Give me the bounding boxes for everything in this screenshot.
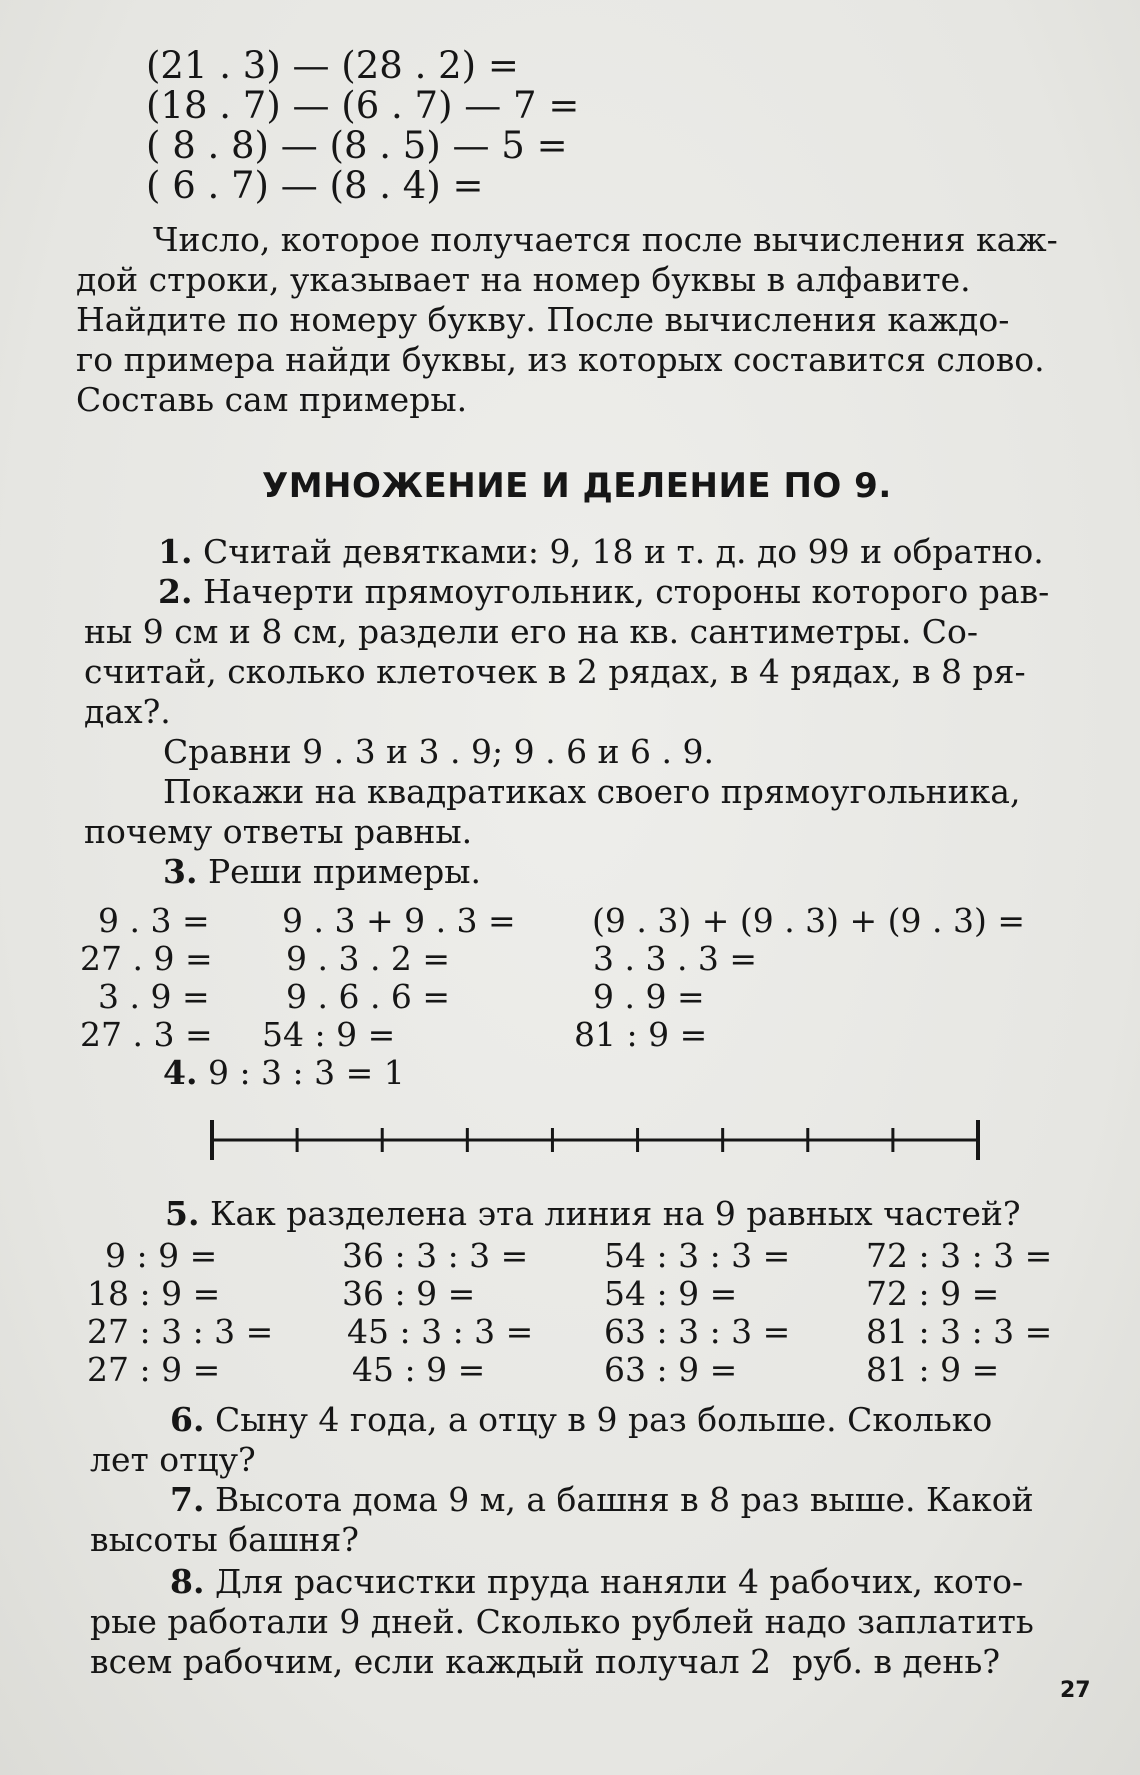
task-text: всем рабочим, если каждый получал 2 руб. в день? (90, 1642, 1001, 1681)
task-7-first-line (170, 1480, 1090, 1520)
example: 72 : 3 : 3 = (866, 1236, 1053, 1275)
intro-line: Число, которое получается после вычисления каж- (153, 220, 1058, 259)
task-text: 9 : 3 : 3 = 1 (207, 1053, 405, 1092)
equation-line: ( 8 . 8) — (8 . 5) — 5 = (146, 124, 568, 167)
example: 9 . 9 = (593, 977, 705, 1016)
task-number: 2. (158, 572, 193, 611)
task-number: 7. (170, 1480, 205, 1519)
intro-line: го примера найди буквы, из которых составится слово. (76, 340, 1045, 379)
example: 63 : 3 : 3 = (604, 1312, 791, 1351)
example: 3 . 9 = (98, 977, 210, 1016)
compare-line: Сравни 9 . 3 и 3 . 9; 9 . 6 и 6 . 9. (163, 732, 714, 771)
task-text: Начерти прямоугольник, стороны которого рав- (202, 572, 1050, 611)
task-text: считай, сколько клеточек в 2 рядах, в 4 рядах, в 8 ря- (84, 652, 1026, 691)
example: 3 . 3 . 3 = (593, 939, 758, 978)
example: 81 : 9 = (574, 1015, 708, 1054)
example: 45 : 3 : 3 = (347, 1312, 534, 1351)
show-line: почему ответы равны. (84, 812, 473, 851)
example: 27 : 9 = (87, 1350, 221, 1389)
number-line (200, 1115, 990, 1165)
task-number: 5. (165, 1194, 200, 1233)
intro-line: Составь сам примеры. (76, 380, 468, 419)
task-number: 6. (170, 1400, 205, 1439)
task-text: Реши примеры. (207, 852, 482, 891)
intro-line: дой строки, указывает на номер буквы в алфавите. (76, 260, 971, 299)
task-3 (163, 852, 481, 892)
section-heading: УМНОЖЕНИЕ И ДЕЛЕНИЕ ПО 9. (262, 466, 892, 506)
task-text: ны 9 см и 8 см, раздели его на кв. сантиметры. Со- (84, 612, 979, 651)
task-text: дах?. (84, 692, 171, 731)
task-number: 8. (170, 1562, 205, 1601)
example: 81 : 9 = (866, 1350, 1000, 1389)
example: 27 : 3 : 3 = (87, 1312, 274, 1351)
example: 54 : 9 = (604, 1274, 738, 1313)
task-number: 1. (158, 532, 193, 571)
task-text: лет отцу? (90, 1440, 256, 1479)
show-line: Покажи на квадратиках своего прямоугольника, (163, 772, 1021, 811)
equation-line: (18 . 7) — (6 . 7) — 7 = (146, 84, 580, 127)
example: 54 : 9 = (262, 1015, 396, 1054)
task-6-first-line (170, 1400, 1090, 1440)
equation-line: (21 . 3) — (28 . 2) = (146, 44, 519, 87)
task-text: рые работали 9 дней. Сколько рублей надо заплатить (90, 1602, 1034, 1641)
task-text: Для расчистки пруда наняли 4 рабочих, кото- (214, 1562, 1024, 1601)
example: 9 : 9 = (105, 1236, 218, 1275)
example: 36 : 3 : 3 = (342, 1236, 529, 1275)
example: 36 : 9 = (342, 1274, 476, 1313)
task-number: 4. (163, 1053, 198, 1092)
example: 9 . 3 = (98, 901, 210, 940)
example: 63 : 9 = (604, 1350, 738, 1389)
task-4 (163, 1054, 405, 1092)
intro-line: Найдите по номеру букву. После вычисления каждо- (76, 300, 1010, 339)
task-text: Как разделена эта линия на 9 равных частей? (209, 1194, 1021, 1233)
task-text: Считай девятками: 9, 18 и т. д. до 99 и обратно. (202, 532, 1044, 571)
task-8-first-line (170, 1562, 1090, 1602)
task-5 (165, 1194, 1021, 1234)
example: 81 : 3 : 3 = (866, 1312, 1053, 1351)
task-text: Сыну 4 года, а отцу в 9 раз больше. Сколько (214, 1400, 993, 1439)
example: 9 . 6 . 6 = (286, 977, 451, 1016)
page-number: 27 (1060, 1678, 1091, 1703)
equation-line: ( 6 . 7) — (8 . 4) = (146, 164, 484, 207)
example: 27 . 9 = (80, 939, 213, 978)
task-text: высоты башня? (90, 1520, 359, 1559)
example: 9 . 3 + 9 . 3 = (282, 901, 516, 940)
task-2-first-line (158, 572, 1073, 612)
example: (9 . 3) + (9 . 3) + (9 . 3) = (592, 901, 1026, 940)
example: 9 . 3 . 2 = (286, 939, 451, 978)
example: 27 . 3 = (80, 1015, 213, 1054)
task-1 (158, 532, 1044, 572)
example: 45 : 9 = (352, 1350, 486, 1389)
example: 72 : 9 = (866, 1274, 1000, 1313)
example: 54 : 3 : 3 = (604, 1236, 791, 1275)
task-number: 3. (163, 852, 198, 891)
task-text: Высота дома 9 м, а башня в 8 раз выше. Какой (214, 1480, 1034, 1519)
example: 18 : 9 = (87, 1274, 221, 1313)
